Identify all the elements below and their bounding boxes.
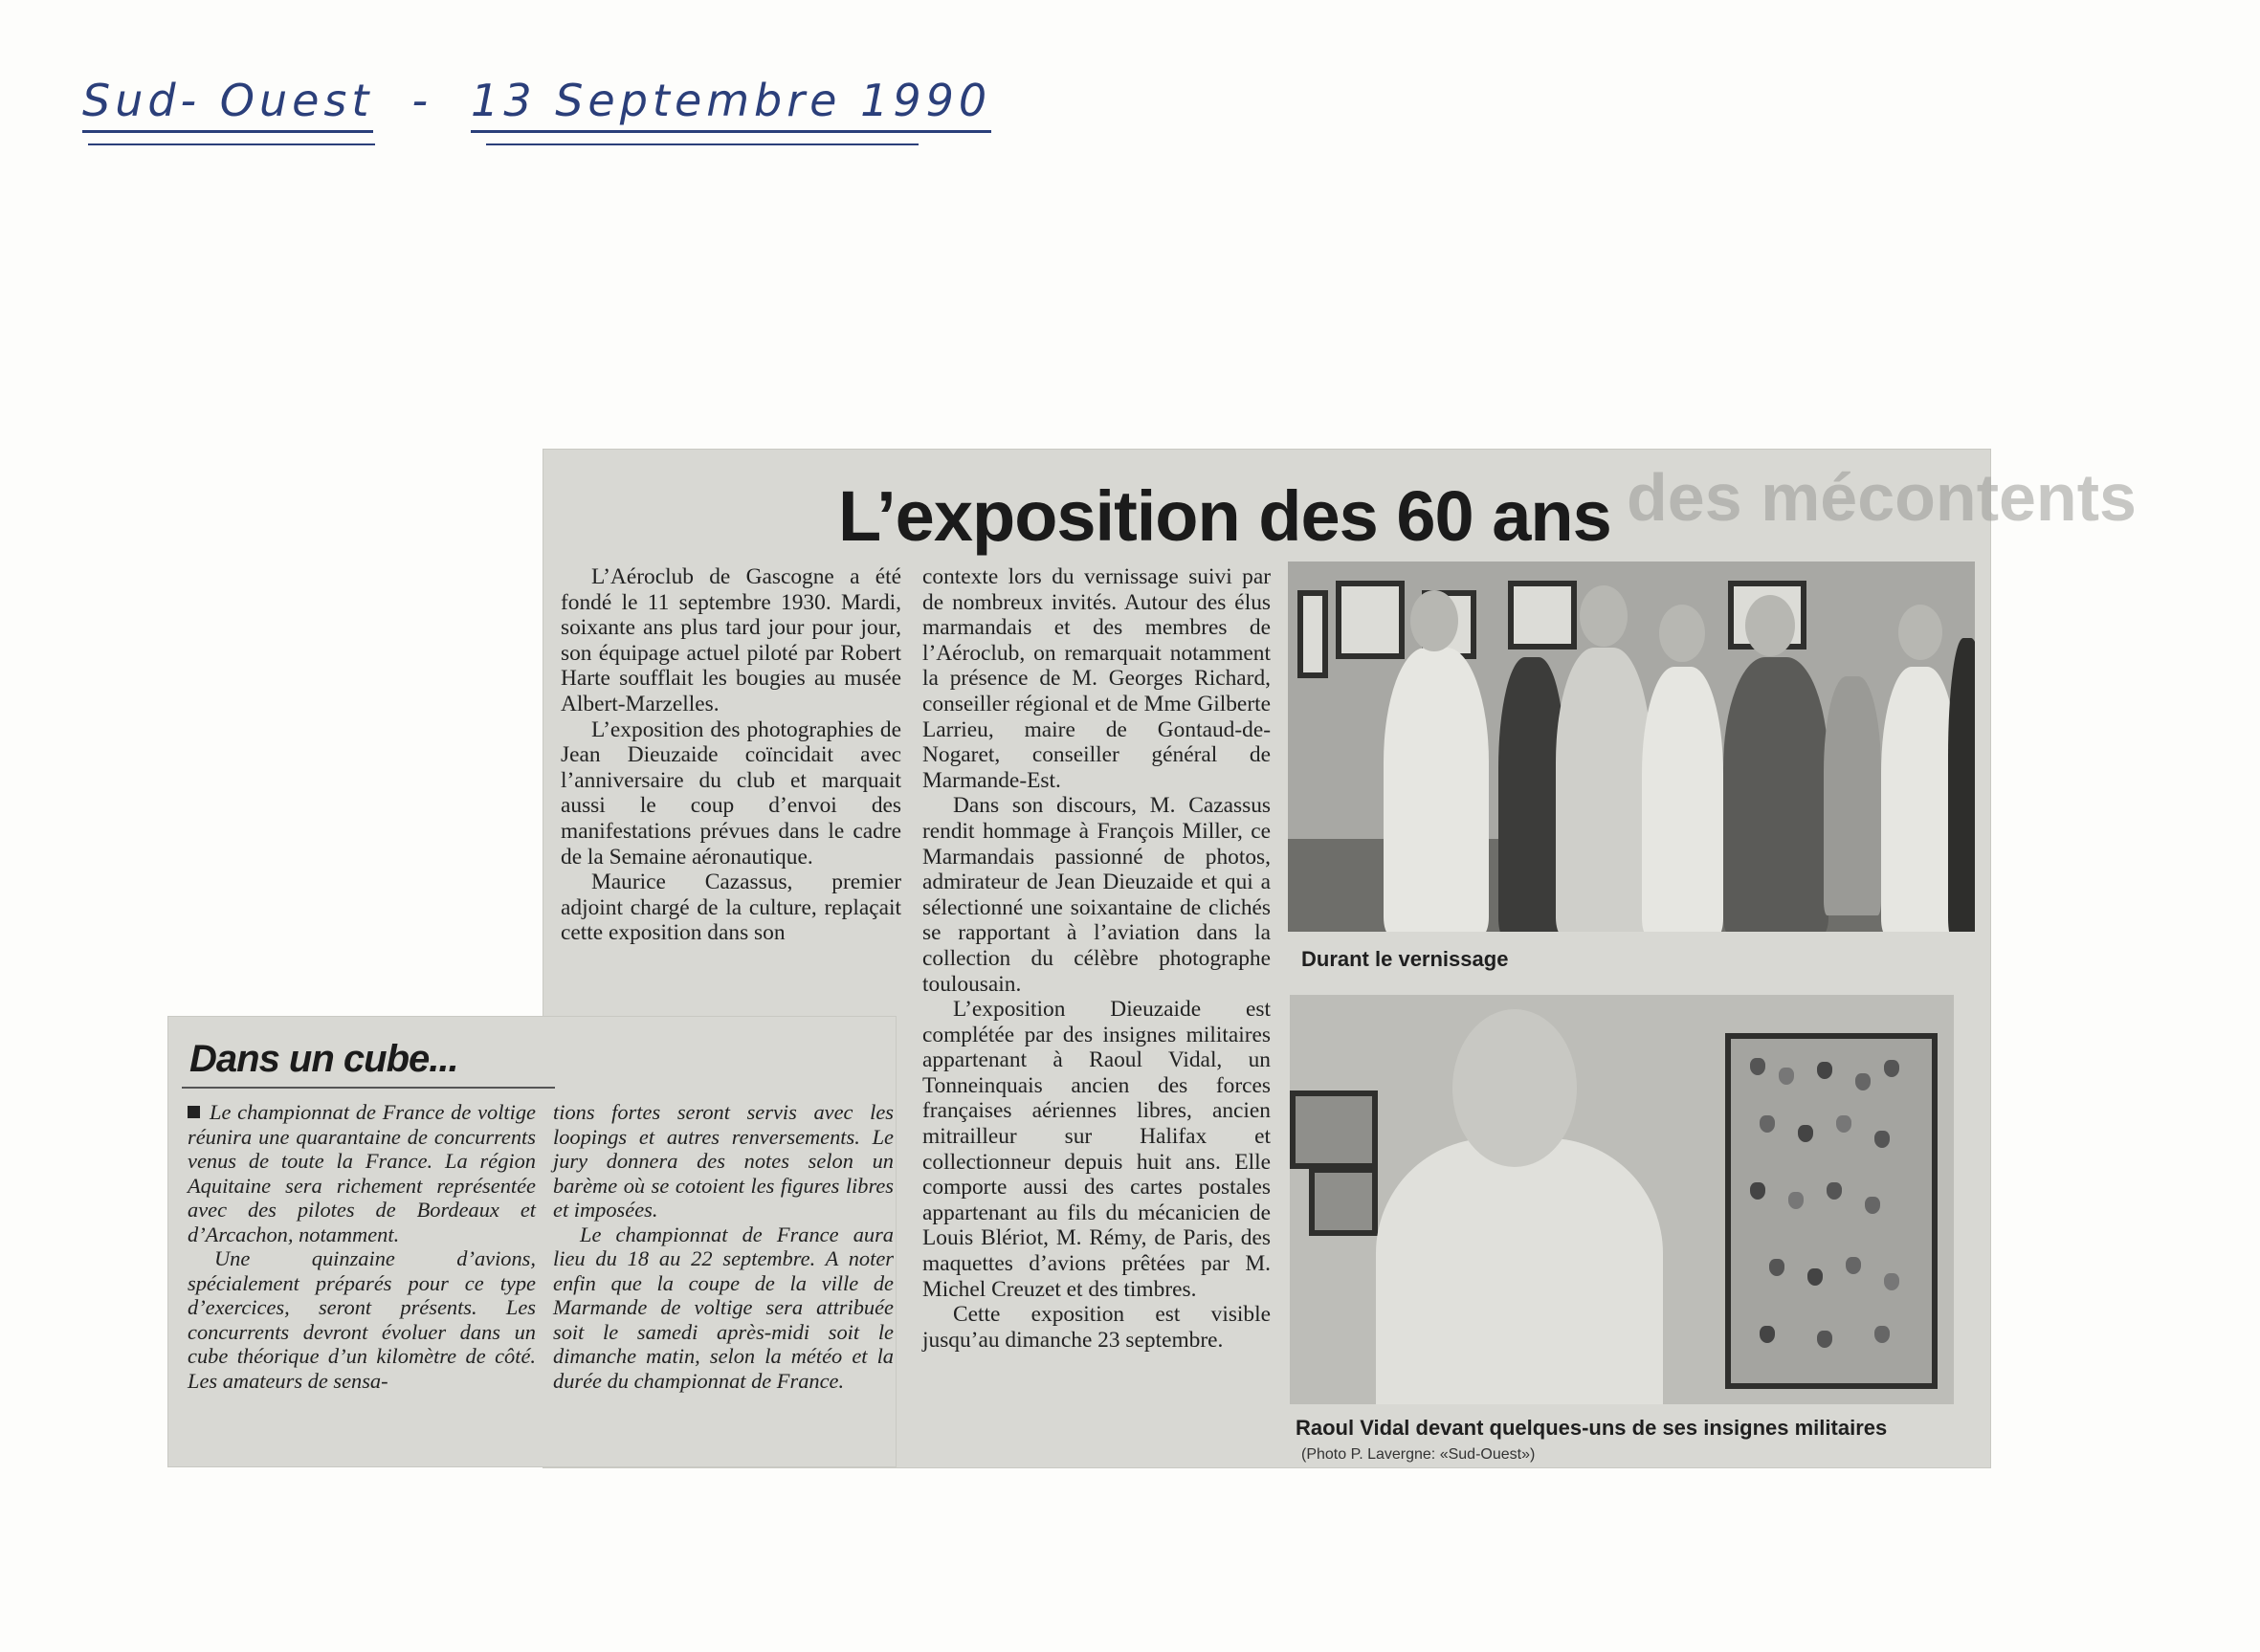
sidebar-column-2 [553,1100,894,1393]
paragraph: tions fortes seront servis avec les loopings et autres renversements. Le jury donnera des notes selon un barème où se cotoient les figures libres et imposées. [553,1100,894,1222]
insignia-badge [1769,1259,1784,1276]
framed-photo [1508,581,1577,650]
sidebar-title: Dans un cube... [189,1038,458,1080]
article-headline: L’exposition des 60 ans [838,476,1611,556]
insignia-badge [1827,1182,1842,1200]
paragraph: L’exposition des photographies de Jean Dieuzaide coïncidait avec l’anniversaire du club et marquait aussi le coup d’envoi des manifestations prévues dans le cadre de la Semaine aéronautique. [561,716,901,870]
insignia-badge [1884,1060,1899,1077]
insignia-badge [1846,1257,1861,1274]
annotation-underline [88,143,375,145]
bullet-square [188,1106,200,1118]
handwritten-annotation [82,75,991,142]
insignia-badge [1750,1182,1765,1200]
photo-credit: (Photo P. Lavergne: «Sud-Ouest») [1301,1446,1536,1463]
insignia-badge [1807,1268,1823,1286]
person [1556,648,1651,932]
annotation-date: 13 Septembre 1990 [471,75,991,133]
person [1376,1138,1663,1404]
paragraph: Le championnat de France aura lieu du 18 au 22 septembre. A noter enfin que la coupe de la ville de Marmande de voltige sera attribuée soit le samedi après-midi soit le dimanche matin, selon la météo et la durée du championnat de France. [553,1222,894,1393]
person [1723,657,1828,932]
paragraph: L’exposition Dieuzaide est complétée par des insignes militaires appartenant à Raoul Vidal, un Tonneinquais ancien des forces françaises aériennes libres, ancien mitrailleur sur Halifax et collectionneur depuis huit ans. Elle comporte aussi des cartes postales appartenant au fils du mécanicien de Louis Blériot, M. Rémy, de Paris, des maquettes d’avions prêtées par M. Michel Creuzet et des timbres. [922,997,1271,1302]
annotation-underline [486,143,919,145]
annotation-dash: - [411,75,433,126]
article-column-2 [922,564,1271,1353]
insignia-badge [1779,1068,1794,1085]
insignia-badge [1750,1058,1765,1075]
paragraph: Cette exposition est visible jusqu’au dimanche 23 septembre. [922,1302,1271,1353]
paragraph: contexte lors du vernissage suivi par de nombreux invités. Autour des élus marmandais et des membres de l’Aéroclub, on remarquait notamment la présence de M. Georges Richard, conseiller régional et de Mme Gilberte Larrieu, maire de Gontaud-de-Nogaret, conseiller général de Marmande-Est. [922,564,1271,793]
person-head [1410,590,1458,651]
insignia-badge [1836,1115,1851,1133]
framed-photo [1336,581,1405,659]
insignia-badge [1865,1197,1880,1214]
person [1642,667,1723,932]
insignia-badge [1884,1273,1899,1290]
insignia-badge [1760,1115,1775,1133]
insignia-badge [1874,1326,1890,1343]
sidebar-column-1 [188,1100,536,1393]
framed-photo [1309,1167,1378,1236]
paragraph: Maurice Cazassus, premier adjoint chargé de la culture, replaçait cette exposition dans son [561,870,901,946]
insignia-badge [1817,1331,1832,1348]
person-head [1659,605,1705,662]
photo-caption: Raoul Vidal devant quelques-uns de ses insignes militaires [1296,1416,1888,1440]
annotation-source: Sud- Ouest [82,75,373,133]
insignia-badge [1855,1073,1871,1090]
person-head [1580,585,1628,647]
sidebar-title-rule [182,1087,555,1089]
adjacent-article-bleed: des mécontents [1627,460,2137,535]
person [1948,638,1975,932]
person [1881,667,1958,932]
paragraph [188,1100,536,1246]
insignia-badge [1788,1192,1804,1209]
raoul-vidal-photo [1290,995,1954,1404]
person-head [1745,595,1795,656]
person-head [1898,605,1942,660]
framed-photo [1290,1090,1378,1169]
vernissage-photo [1288,562,1975,932]
paragraph: Une quinzaine d’avions, spécialement préparés pour ce type d’exercices, seront présents. Les concurrents devront évoluer dans un cube théorique d’un kilomètre de côté. Les amateurs de sensa- [188,1246,536,1393]
paragraph: Dans son discours, M. Cazassus rendit hommage à François Miller, ce Marmandais passionné de photos, admirateur de Jean Dieuzaide et qui a sélectionné une soixantaine de clichés se rapportant à l’aviation dans la collection du célèbre photographe toulousain. [922,793,1271,997]
insignia-badge [1817,1062,1832,1079]
article-column-1 [561,564,901,946]
person-head [1452,1009,1577,1167]
person [1384,648,1489,932]
person [1824,676,1881,915]
paragraph: L’Aéroclub de Gascogne a été fondé le 11 septembre 1930. Mardi, soixante ans plus tard jour pour jour, son équipage actuel piloté par Robert Harte soufflait les bougies au musée Albert-Marzelles. [561,564,901,716]
insignia-badge [1760,1326,1775,1343]
insignia-display-frame [1725,1033,1938,1389]
framed-photo [1297,590,1328,678]
insignia-badge [1874,1131,1890,1148]
paragraph-text: Le championnat de France de voltige réunira une quarantaine de concurrents venus de toute la France. La région Aquitaine sera richement représentée avec des pilotes de Bordeaux et d’Arcachon, notamment. [188,1100,536,1246]
insignia-badge [1798,1125,1813,1142]
photo-caption: Durant le vernissage [1301,947,1509,971]
